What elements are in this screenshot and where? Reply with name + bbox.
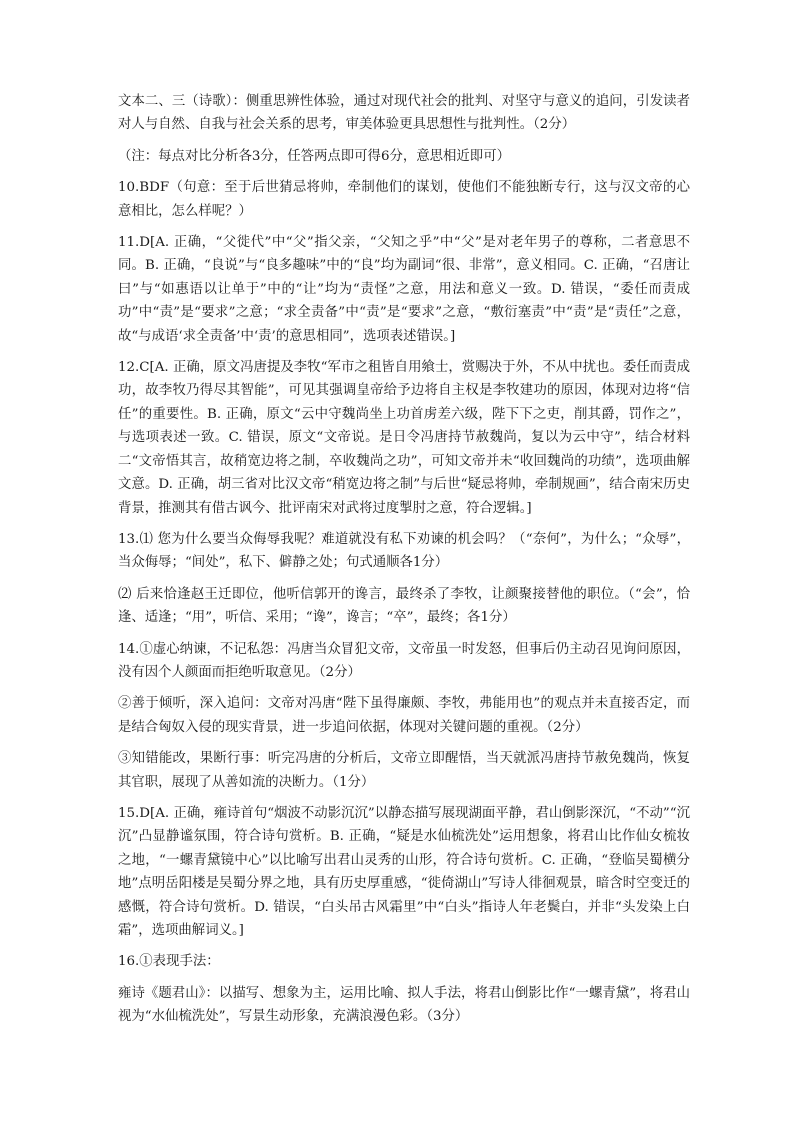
answer-10: 10.BDF（句意：至于后世猜忌将帅，牵制他们的谋划，使他们不能独断专行，这与汉文帝的心意相比，怎么样呢？） [118,180,690,219]
answer-14-point-1: 14.①虚心纳谏，不记私怨：冯唐当众冒犯文帝，文帝虽一时发怒，但事后仍主动召见询问原因，没有因个人颜面而拒绝听取意见。（2分） [118,641,690,680]
answer-16-heading: 16.①表现手法： [118,954,220,970]
answer-12: 12.C[A. 正确，原文冯唐提及李牧“军市之租皆自用飨士，赏赐决于外，不从中扰也。委任而责成功，故李牧乃得尽其智能”，可见其强调皇帝给予边将自主权是李牧建功的原因，体现对边将“信任”的重要性。B. 正确，原文“云中守魏尚坐上功首虏差六级，陛下下之吏，削其爵，罚作之”，与选项表述一致。C. 错误，原文“文帝说。是日令冯唐持节赦魏尚，复以为云中守”，结合材料二“文帝悟其言，故稍宽边将之制，卒收魏尚之功”，可知文帝并未“收回魏尚的功绩”，选项曲解文意。D. 正确，胡三省对比汉文帝“稍宽边将之制”与后世“疑忌将帅，牵制规画”，结合南宋历史背景，推测其有借古讽今、批评南宋对武将过度掣肘之意，符合逻辑。] [118,360,690,516]
answer-16-point-1: 雍诗《题君山》：以描写、想象为主，运用比喻、拟人手法，将君山倒影比作“一螺青黛”，将君山视为“水仙梳洗处”，写景生动形象，充满浪漫色彩。（3分） [118,985,690,1025]
answer-13-part-1: 13.⑴ 您为什么要当众侮辱我呢？难道就没有私下劝谏的机会吗？（“奈何”，为什么；“众辱”，当众侮辱；“间处”，私下、僻静之处；句式通顺各1分） [118,531,690,571]
paragraph-poetry-summary: 文本二、三（诗歌）：侧重思辨性体验，通过对现代社会的批判、对坚守与意义的追问，引发读者对人与自然、自我与社会关系的思考，审美体验更具思想性与批判性。（2分） [118,94,690,133]
answer-15: 15.D[A. 正确，雍诗首句“烟波不动影沉沉”以静态描写展现湖面平静，君山倒影深沉，“不动”“沉沉”凸显静谧氛围，符合诗句赏析。B. 正确，“疑是水仙梳洗处”运用想象，将君山比作仙女梳妆之地，“一螺青黛镜中心”以比喻写出君山灵秀的山形，符合诗句赏析。C. 正确，“登临吴蜀横分地”点明岳阳楼是吴蜀分界之地，具有历史厚重感，“徙倚湖山”写诗人徘徊观景，暗含时空变迁的感慨，符合诗句赏析。D. 错误，“白头吊古风霜里”中“白头”指诗人年老鬓白，并非“头发染上白霜”，选项曲解词义。] [118,805,690,938]
answer-14-point-2: ②善于倾听，深入追问：文帝对冯唐“陛下虽得廉颇、李牧，弗能用也”的观点并未直接否定，而是结合匈奴入侵的现实背景，进一步追问依据，体现对关键问题的重视。（2分） [118,696,690,735]
answer-11: 11.D[A. 正确，“父徙代”中“父”指父亲，“父知之乎”中“父”是对老年男子的尊称，二者意思不同。B. 正确，“良说”与“良多趣味”中的“良”均为副词“很、非常”，意义相同。C. 正确，“召唐让曰”与“如惠语以让单于”中的“让”均为“责怪”之意，用法和意义一致。D. 错误，“委任而责成功”中“责”是“要求”之意；“求全责备”中“责”是“要求”之意，“敷衍塞责”中“责”是“责任”之意，故“与成语‘求全责备’中‘责’的意思相同”，选项表述错误。] [118,235,690,344]
answer-14-point-3: ③知错能改，果断行事：听完冯唐的分析后，文帝立即醒悟，当天就派冯唐持节赦免魏尚，恢复其官职，展现了从善如流的决断力。（1分） [118,751,690,790]
answer-key-page [118,90,690,1037]
paragraph-scoring-note: （注：每点对比分析各3分，任答两点即可得6分，意思相近即可） [118,148,510,164]
answer-13-part-2: ⑵ 后来恰逢赵王迁即位，他听信郭开的谗言，最终杀了李牧，让颜聚接替他的职位。（“会”，恰逢、适逢；“用”，听信、采用；“谗”，谗言；“卒”，最终；各1分） [118,586,690,626]
